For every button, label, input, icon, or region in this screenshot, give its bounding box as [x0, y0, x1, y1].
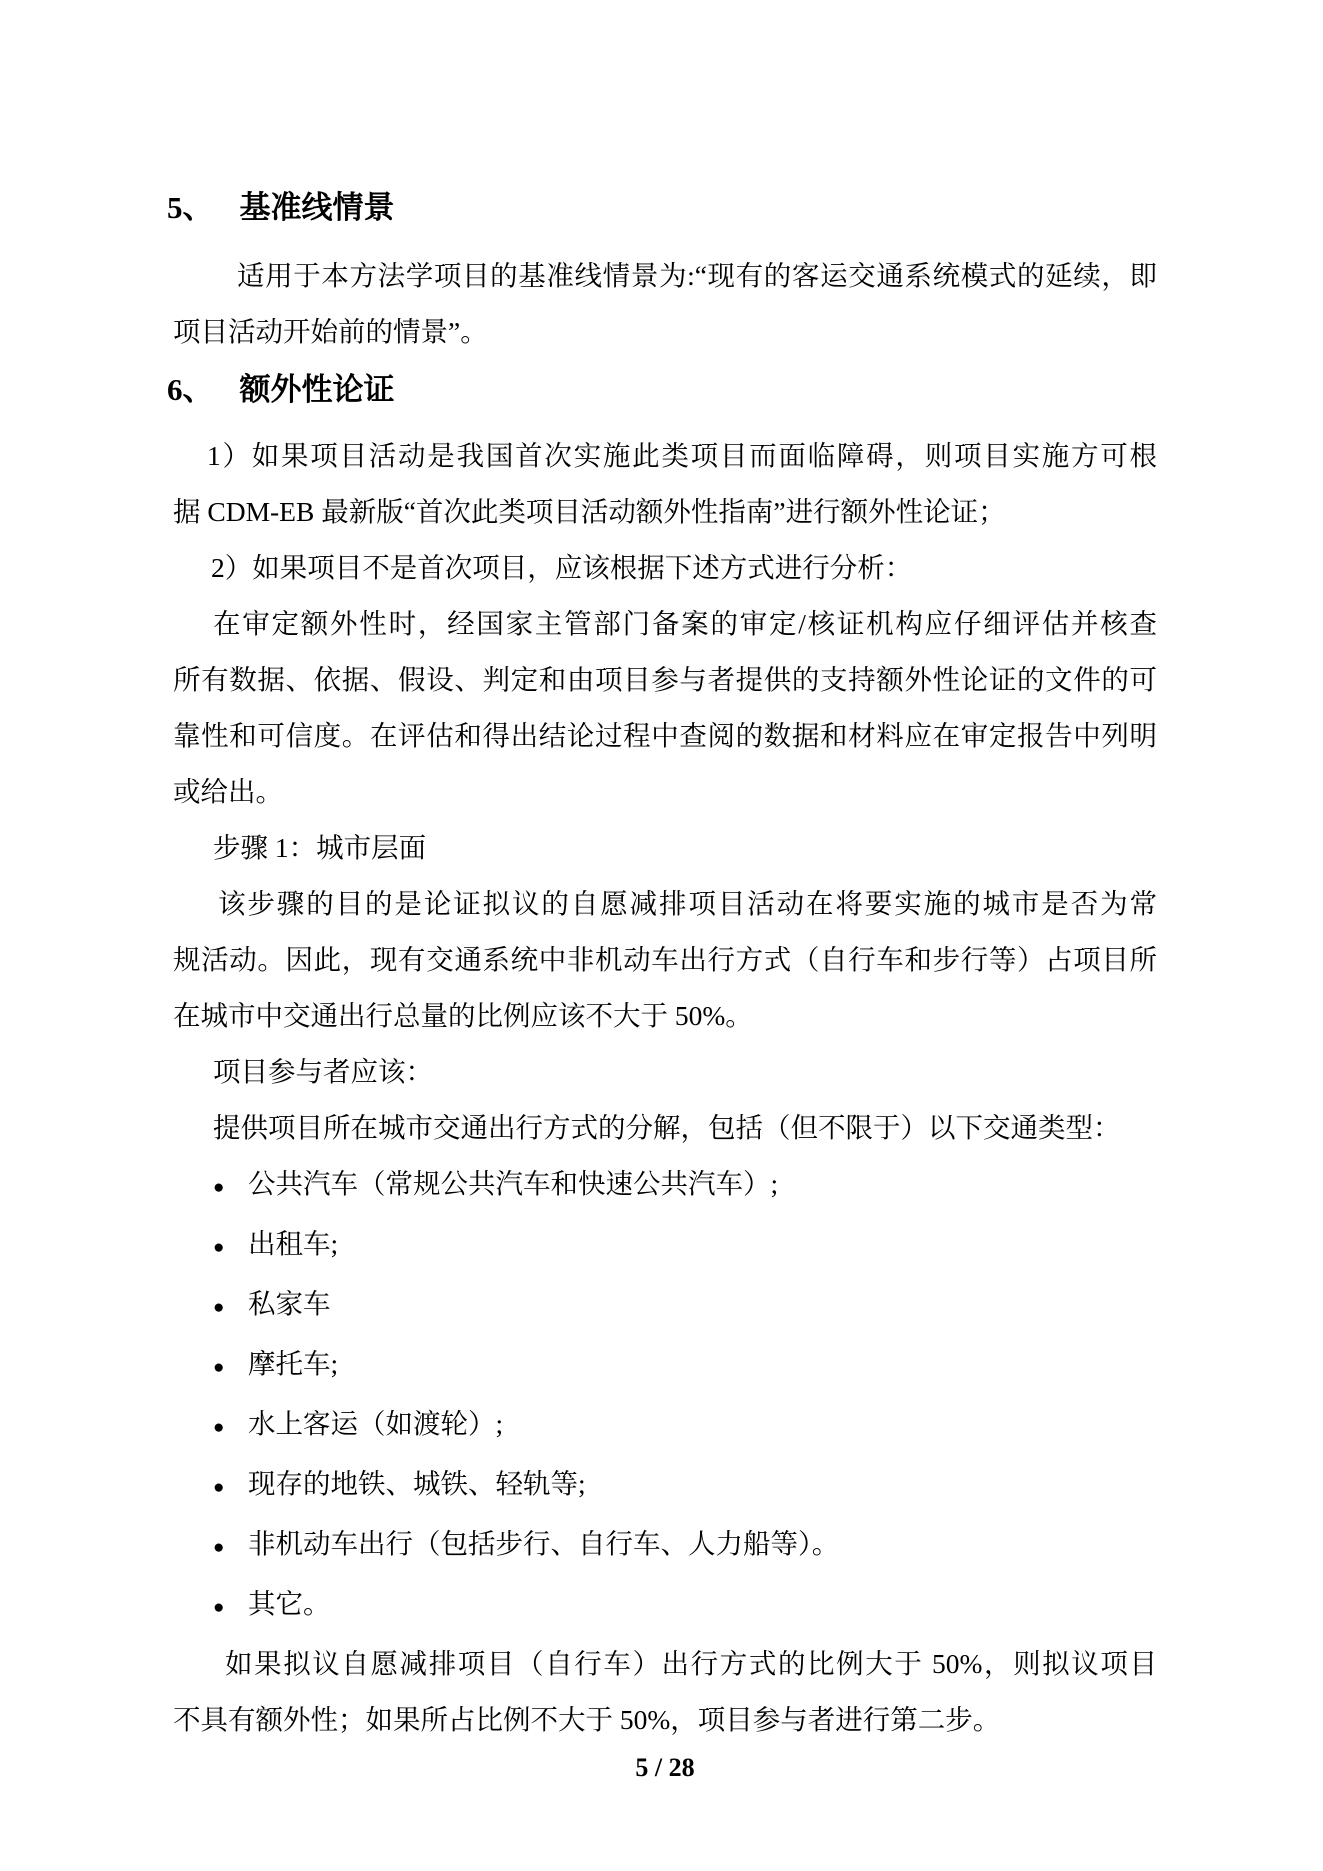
bullet-text: 非机动车出行（包括步行、自行车、人力船等）。: [248, 1528, 840, 1559]
paragraph-line: 提供项目所在城市交通出行方式的分解，包括（但不限于）以下交通类型：: [213, 1112, 1121, 1143]
paragraph-line: 在城市中交通出行总量的比例应该不大于 50%。: [173, 1000, 753, 1031]
bullet-item: [173, 1396, 1157, 1456]
bullet-text: 出租车;: [248, 1228, 339, 1259]
paragraph-line: 2）如果项目不是首次项目，应该根据下述方式进行分析：: [211, 552, 913, 583]
section-heading: [167, 368, 1157, 412]
bullet-text: 私家车: [248, 1288, 331, 1319]
bullet-marker-icon: ●: [213, 1417, 225, 1438]
paragraph: [173, 596, 1157, 820]
bullet-text: 现存的地铁、城铁、轻轨等;: [248, 1468, 586, 1499]
bullet-item: [173, 1456, 1157, 1516]
heading-number: 5、: [167, 190, 214, 225]
paragraph-line: 靠性和可信度。在评估和得出结论过程中查阅的数据和材料应在审定报告中列明: [173, 720, 1157, 751]
paragraph-line: 步骤 1：城市层面: [213, 832, 427, 863]
bullet-text: 公共汽车（常规公共汽车和快速公共汽车）;: [248, 1168, 779, 1199]
bullet-marker-icon: ●: [213, 1177, 225, 1198]
bullet-marker-icon: ●: [213, 1297, 225, 1318]
paragraph: [173, 1044, 1157, 1100]
paragraph-line: 项目参与者应该：: [213, 1056, 433, 1087]
paragraph-line: 据 CDM-EB 最新版“首次此类项目活动额外性指南”进行额外性论证；: [173, 496, 1006, 527]
page-number: 5 / 28: [635, 1753, 695, 1782]
bullet-item: [173, 1516, 1157, 1576]
heading-number: 6、: [167, 372, 214, 407]
document-body: [167, 186, 1157, 1748]
paragraph-line: 或给出。: [173, 776, 283, 807]
paragraph-line: 该步骤的目的是论证拟议的自愿减排项目活动在将要实施的城市是否为常: [218, 888, 1157, 919]
paragraph: [173, 876, 1157, 1044]
heading-title: 基准线情景: [239, 190, 395, 225]
bullet-marker-icon: ●: [213, 1477, 225, 1498]
paragraph-line: 1）如果项目活动是我国首次实施此类项目而面临障碍，则项目实施方可根: [207, 440, 1157, 471]
paragraph: [173, 540, 1157, 596]
paragraph-line: 适用于本方法学项目的基准线情景为:“现有的客运交通系统模式的延续，即: [237, 260, 1157, 291]
paragraph-line: 不具有额外性；如果所占比例不大于 50%，项目参与者进行第二步。: [173, 1704, 1001, 1735]
page-footer: [173, 1748, 1157, 1788]
bullet-marker-icon: ●: [213, 1237, 225, 1258]
paragraph-line: 所有数据、依据、假设、判定和由项目参与者提供的支持额外性论证的文件的可: [173, 664, 1157, 695]
bullet-text: 其它。: [248, 1588, 331, 1619]
bullet-text: 水上客运（如渡轮）;: [248, 1408, 504, 1439]
bullet-item: [173, 1216, 1157, 1276]
paragraph-line: 项目活动开始前的情景”。: [173, 316, 488, 347]
section-heading: [167, 186, 1157, 230]
paragraph-line: 规活动。因此，现有交通系统中非机动车出行方式（自行车和步行等）占项目所: [173, 944, 1157, 975]
bullet-item: [173, 1156, 1157, 1216]
paragraph-line: 如果拟议自愿减排项目（自行车）出行方式的比例大于 50%，则拟议项目: [225, 1648, 1157, 1679]
heading-title: 额外性论证: [239, 372, 395, 407]
bullet-item: [173, 1276, 1157, 1336]
bullet-item: [173, 1576, 1157, 1636]
paragraph: [173, 428, 1157, 540]
bullet-text: 摩托车;: [248, 1348, 339, 1379]
paragraph: [173, 248, 1157, 360]
bullet-marker-icon: ●: [213, 1357, 225, 1378]
bullet-item: [173, 1336, 1157, 1396]
paragraph: [173, 1100, 1157, 1156]
paragraph-line: 在审定额外性时，经国家主管部门备案的审定/核证机构应仔细评估并核查: [213, 608, 1157, 639]
bullet-marker-icon: ●: [213, 1597, 225, 1618]
paragraph: [173, 820, 1157, 876]
bullet-marker-icon: ●: [213, 1537, 225, 1558]
paragraph: [173, 1636, 1157, 1748]
